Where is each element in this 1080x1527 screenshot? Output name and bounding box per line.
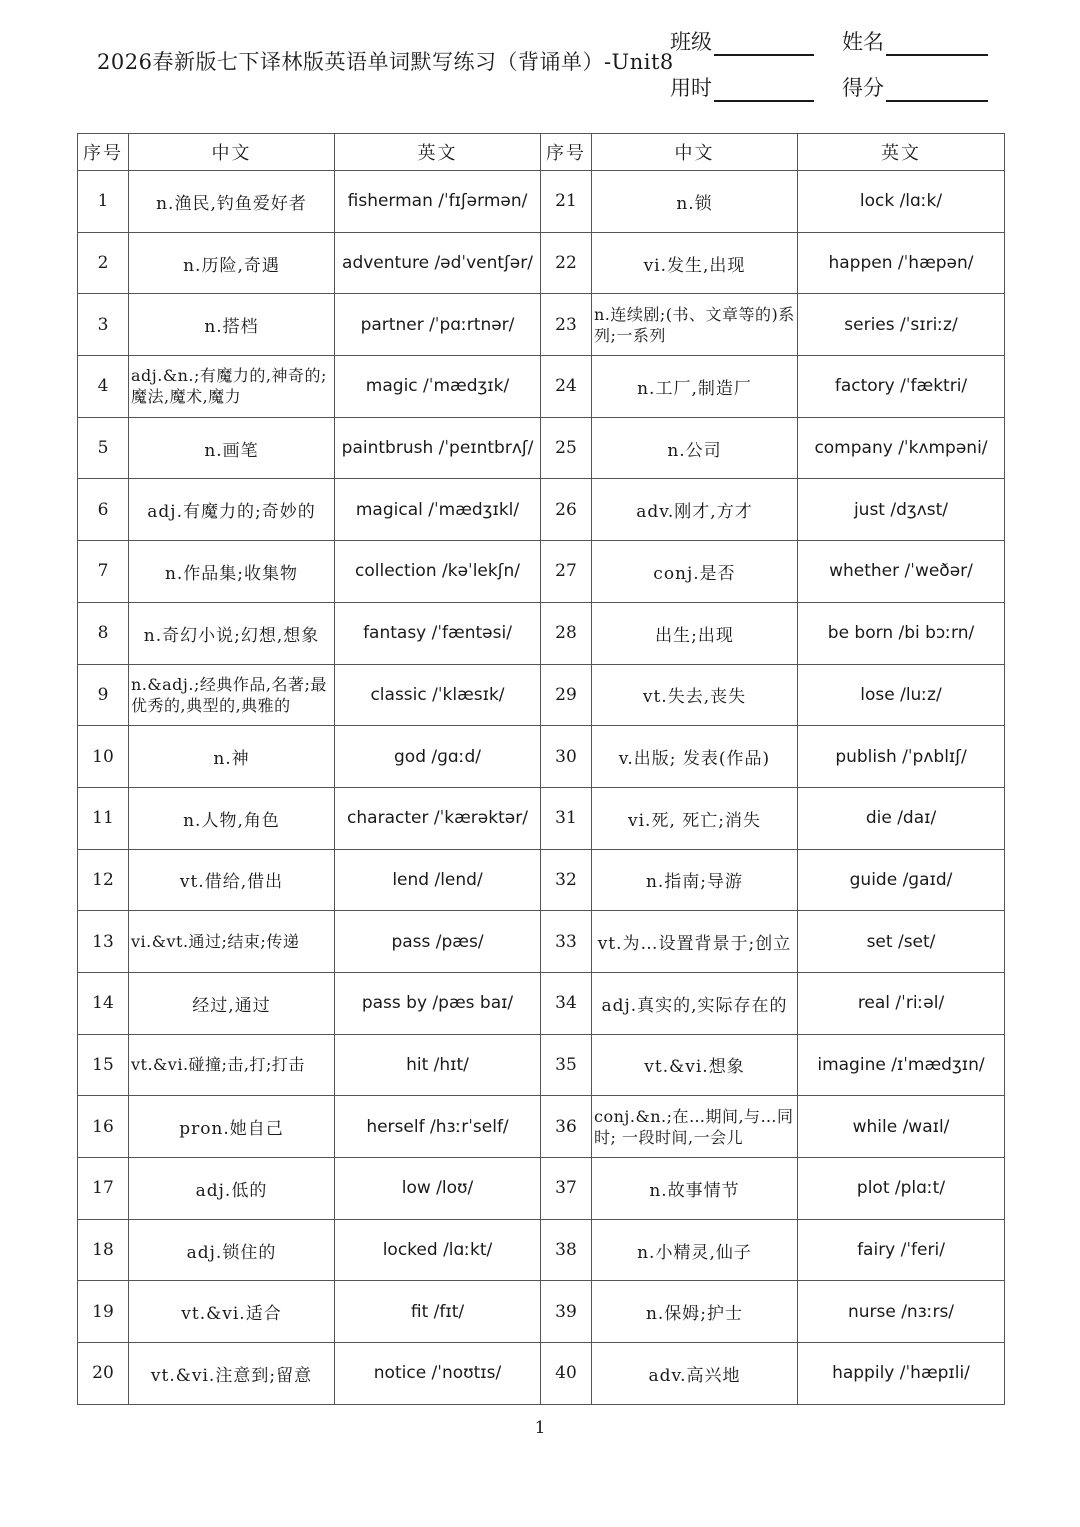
item-number: 21 <box>541 171 592 233</box>
item-number: 11 <box>78 787 129 849</box>
item-number: 40 <box>541 1343 592 1405</box>
class-label: 班级 <box>670 30 712 54</box>
item-number: 25 <box>541 417 592 479</box>
english-word: die /daɪ/ <box>798 787 1005 849</box>
english-word: character /ˈkærəktər/ <box>335 787 541 849</box>
english-word: guide /ɡaɪd/ <box>798 849 1005 911</box>
chinese-meaning: n.连续剧;(书、文章等的)系列;一系列 <box>592 294 798 356</box>
item-number: 12 <box>78 849 129 911</box>
table-row <box>78 232 1005 294</box>
english-word: happily /ˈhæpɪli/ <box>798 1343 1005 1405</box>
table-row <box>78 911 1005 973</box>
item-number: 4 <box>78 356 129 418</box>
item-number: 1 <box>78 171 129 233</box>
class-blank-line <box>714 32 814 56</box>
table-row <box>78 849 1005 911</box>
time-blank-line <box>714 78 814 102</box>
item-number: 6 <box>78 479 129 541</box>
table-row <box>78 664 1005 726</box>
table-row <box>78 972 1005 1034</box>
item-number: 27 <box>541 541 592 603</box>
vocabulary-table <box>77 133 1005 1405</box>
chinese-meaning: 出生;出现 <box>592 602 798 664</box>
chinese-meaning: n.故事情节 <box>592 1158 798 1220</box>
item-number: 14 <box>78 972 129 1034</box>
chinese-meaning: 经过,通过 <box>129 972 335 1034</box>
name-blank-line <box>886 32 988 56</box>
chinese-meaning: vt.&vi.注意到;留意 <box>129 1343 335 1405</box>
table-header-row <box>78 134 1005 171</box>
english-word: nurse /nɜːrs/ <box>798 1281 1005 1343</box>
item-number: 34 <box>541 972 592 1034</box>
english-word: while /waɪl/ <box>798 1096 1005 1158</box>
english-word: collection /kəˈlekʃn/ <box>335 541 541 603</box>
item-number: 24 <box>541 356 592 418</box>
item-number: 38 <box>541 1219 592 1281</box>
chinese-meaning: adj.锁住的 <box>129 1219 335 1281</box>
chinese-meaning: n.画笔 <box>129 417 335 479</box>
item-number: 26 <box>541 479 592 541</box>
chinese-meaning: n.锁 <box>592 171 798 233</box>
chinese-meaning: n.小精灵,仙子 <box>592 1219 798 1281</box>
chinese-meaning: adj.低的 <box>129 1158 335 1220</box>
item-number: 39 <box>541 1281 592 1343</box>
item-number: 13 <box>78 911 129 973</box>
chinese-meaning: n.奇幻小说;幻想,想象 <box>129 602 335 664</box>
english-word: fairy /ˈferi/ <box>798 1219 1005 1281</box>
english-word: adventure /ədˈventʃər/ <box>335 232 541 294</box>
english-word: pass /pæs/ <box>335 911 541 973</box>
item-number: 31 <box>541 787 592 849</box>
item-number: 29 <box>541 664 592 726</box>
table-row <box>78 787 1005 849</box>
item-number: 3 <box>78 294 129 356</box>
table-row <box>78 171 1005 233</box>
english-word: whether /ˈweðər/ <box>798 541 1005 603</box>
table-row <box>78 1281 1005 1343</box>
chinese-meaning: n.指南;导游 <box>592 849 798 911</box>
item-number: 37 <box>541 1158 592 1220</box>
chinese-meaning: adj.&n.;有魔力的,神奇的; 魔法,魔术,魔力 <box>129 356 335 418</box>
chinese-meaning: vt.&vi.碰撞;击,打;打击 <box>129 1034 335 1096</box>
table-body <box>78 171 1005 1405</box>
item-number: 7 <box>78 541 129 603</box>
page-number: 1 <box>534 1418 546 1438</box>
english-word: magic /ˈmædʒɪk/ <box>335 356 541 418</box>
chinese-meaning: n.&adj.;经典作品,名著;最优秀的,典型的,典雅的 <box>129 664 335 726</box>
table-row <box>78 1343 1005 1405</box>
column-header-chinese: 中文 <box>129 134 335 171</box>
item-number: 32 <box>541 849 592 911</box>
table-row <box>78 1096 1005 1158</box>
english-word: partner /ˈpɑːrtnər/ <box>335 294 541 356</box>
column-header-number: 序号 <box>541 134 592 171</box>
item-number: 15 <box>78 1034 129 1096</box>
name-field <box>842 26 988 56</box>
english-word: plot /plɑːt/ <box>798 1158 1005 1220</box>
chinese-meaning: adv.刚才,方才 <box>592 479 798 541</box>
table-row <box>78 1034 1005 1096</box>
page-title: 2026春新版七下译林版英语单词默写练习（背诵单）-Unit8 <box>97 50 674 74</box>
english-word: god /ɡɑːd/ <box>335 726 541 788</box>
item-number: 33 <box>541 911 592 973</box>
chinese-meaning: n.神 <box>129 726 335 788</box>
english-word: set /set/ <box>798 911 1005 973</box>
item-number: 20 <box>78 1343 129 1405</box>
class-field <box>670 26 814 56</box>
item-number: 9 <box>78 664 129 726</box>
english-word: hit /hɪt/ <box>335 1034 541 1096</box>
chinese-meaning: adv.高兴地 <box>592 1343 798 1405</box>
english-word: lose /luːz/ <box>798 664 1005 726</box>
english-word: publish /ˈpʌblɪʃ/ <box>798 726 1005 788</box>
chinese-meaning: vi.死, 死亡;消失 <box>592 787 798 849</box>
table-row <box>78 417 1005 479</box>
chinese-meaning: conj.&n.;在…期间,与…同时; 一段时间,一会儿 <box>592 1096 798 1158</box>
item-number: 18 <box>78 1219 129 1281</box>
english-word: fantasy /ˈfæntəsi/ <box>335 602 541 664</box>
score-label: 得分 <box>842 76 884 100</box>
chinese-meaning: n.搭档 <box>129 294 335 356</box>
english-word: company /ˈkʌmpəni/ <box>798 417 1005 479</box>
english-word: imagine /ɪˈmædʒɪn/ <box>798 1034 1005 1096</box>
item-number: 36 <box>541 1096 592 1158</box>
chinese-meaning: vt.&vi.适合 <box>129 1281 335 1343</box>
score-blank-line <box>886 78 988 102</box>
chinese-meaning: adj.有魔力的;奇妙的 <box>129 479 335 541</box>
english-word: fisherman /ˈfɪʃərmən/ <box>335 171 541 233</box>
score-field <box>842 72 988 102</box>
english-word: fit /fɪt/ <box>335 1281 541 1343</box>
english-word: lend /lend/ <box>335 849 541 911</box>
table-row <box>78 726 1005 788</box>
table-row <box>78 479 1005 541</box>
table-row <box>78 356 1005 418</box>
english-word: magical /ˈmædʒɪkl/ <box>335 479 541 541</box>
chinese-meaning: n.人物,角色 <box>129 787 335 849</box>
item-number: 30 <box>541 726 592 788</box>
item-number: 23 <box>541 294 592 356</box>
chinese-meaning: n.作品集;收集物 <box>129 541 335 603</box>
column-header-english: 英文 <box>335 134 541 171</box>
column-header-english: 英文 <box>798 134 1005 171</box>
chinese-meaning: conj.是否 <box>592 541 798 603</box>
item-number: 10 <box>78 726 129 788</box>
table-row <box>78 1158 1005 1220</box>
chinese-meaning: pron.她自己 <box>129 1096 335 1158</box>
english-word: locked /lɑːkt/ <box>335 1219 541 1281</box>
english-word: happen /ˈhæpən/ <box>798 232 1005 294</box>
english-word: notice /ˈnoʊtɪs/ <box>335 1343 541 1405</box>
item-number: 28 <box>541 602 592 664</box>
item-number: 2 <box>78 232 129 294</box>
chinese-meaning: vt.失去,丧失 <box>592 664 798 726</box>
item-number: 5 <box>78 417 129 479</box>
chinese-meaning: vi.&vt.通过;结束;传递 <box>129 911 335 973</box>
english-word: pass by /pæs baɪ/ <box>335 972 541 1034</box>
chinese-meaning: adj.真实的,实际存在的 <box>592 972 798 1034</box>
chinese-meaning: vt.&vi.想象 <box>592 1034 798 1096</box>
english-word: low /loʊ/ <box>335 1158 541 1220</box>
item-number: 8 <box>78 602 129 664</box>
english-word: lock /lɑːk/ <box>798 171 1005 233</box>
english-word: be born /bi bɔːrn/ <box>798 602 1005 664</box>
chinese-meaning: n.历险,奇遇 <box>129 232 335 294</box>
chinese-meaning: vt.借给,借出 <box>129 849 335 911</box>
chinese-meaning: v.出版; 发表(作品) <box>592 726 798 788</box>
table-row <box>78 541 1005 603</box>
english-word: real /ˈriːəl/ <box>798 972 1005 1034</box>
item-number: 19 <box>78 1281 129 1343</box>
chinese-meaning: n.公司 <box>592 417 798 479</box>
item-number: 16 <box>78 1096 129 1158</box>
column-header-number: 序号 <box>78 134 129 171</box>
english-word: just /dʒʌst/ <box>798 479 1005 541</box>
english-word: factory /ˈfæktri/ <box>798 356 1005 418</box>
item-number: 17 <box>78 1158 129 1220</box>
item-number: 22 <box>541 232 592 294</box>
english-word: classic /ˈklæsɪk/ <box>335 664 541 726</box>
name-label: 姓名 <box>842 30 884 54</box>
english-word: series /ˈsɪriːz/ <box>798 294 1005 356</box>
column-header-chinese: 中文 <box>592 134 798 171</box>
chinese-meaning: n.工厂,制造厂 <box>592 356 798 418</box>
table-row <box>78 294 1005 356</box>
chinese-meaning: vt.为…设置背景于;创立 <box>592 911 798 973</box>
chinese-meaning: n.渔民,钓鱼爱好者 <box>129 171 335 233</box>
english-word: herself /hɜːrˈself/ <box>335 1096 541 1158</box>
chinese-meaning: n.保姆;护士 <box>592 1281 798 1343</box>
english-word: paintbrush /ˈpeɪntbrʌʃ/ <box>335 417 541 479</box>
chinese-meaning: vi.发生,出现 <box>592 232 798 294</box>
table-row <box>78 602 1005 664</box>
table-row <box>78 1219 1005 1281</box>
time-field <box>670 72 814 102</box>
item-number: 35 <box>541 1034 592 1096</box>
time-label: 用时 <box>670 76 712 100</box>
